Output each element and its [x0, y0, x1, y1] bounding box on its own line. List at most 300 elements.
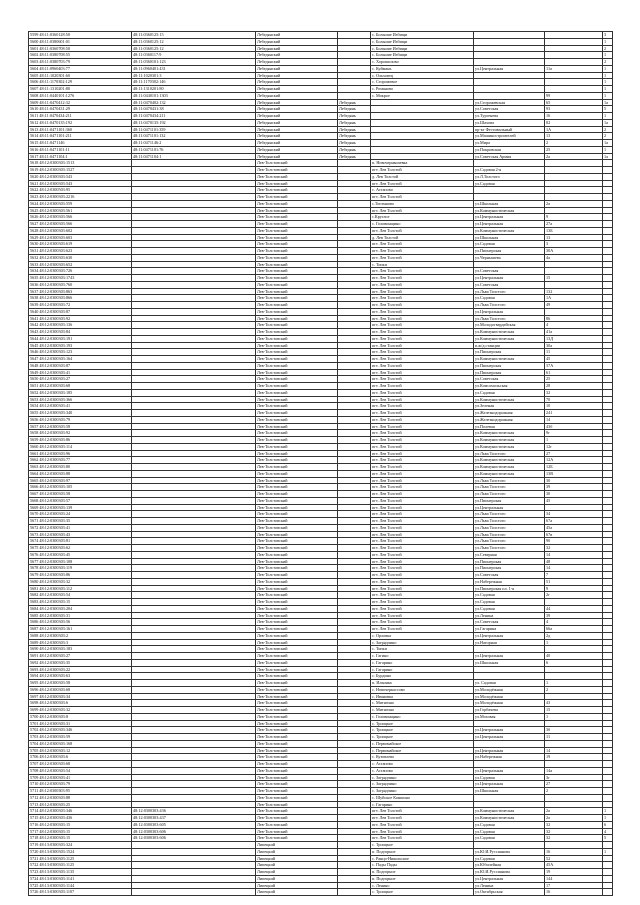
- flat-cell: 1: [603, 146, 613, 153]
- record-number-cadastral-cell: 5682 48:12:0300303:54: [29, 592, 132, 599]
- street-cell: ул.Центральная: [474, 275, 545, 282]
- settlement-cell: пгт. Лев Толстой: [371, 592, 474, 599]
- parent-cadastral-cell: [132, 376, 256, 383]
- district-cell: Липецкий: [256, 882, 338, 889]
- district-cell: Лев-Толстовский: [256, 254, 338, 261]
- district-cell: Липецкий: [256, 855, 338, 862]
- city-cell: [338, 889, 371, 896]
- flat-cell: 2: [603, 126, 613, 133]
- street-cell: ул.Коммунистическая: [474, 227, 545, 234]
- record-number-cadastral-cell: 5679 48:12:0300303:86: [29, 572, 132, 579]
- settlement-cell: с. Гагарино: [371, 659, 474, 666]
- district-cell: Лев-Толстовский: [256, 673, 338, 680]
- flat-cell: [603, 234, 613, 241]
- district-cell: Лев-Толстовский: [256, 362, 338, 369]
- street-cell: ул.Советская: [474, 281, 545, 288]
- record-number-cadastral-cell: 5703 48:12:0300303:59: [29, 734, 132, 741]
- house-cell: [545, 167, 603, 174]
- city-cell: [338, 396, 371, 403]
- house-cell: [545, 187, 603, 194]
- record-number-cadastral-cell: 5687 48:12:0300303:161: [29, 626, 132, 633]
- district-cell: Липецкий: [256, 842, 338, 849]
- parent-cadastral-cell: 48:11:0360125:12: [132, 45, 256, 52]
- district-cell: Липецкий: [256, 889, 338, 896]
- table-row: [29, 639, 613, 646]
- district-cell: Лев-Толстовский: [256, 734, 338, 741]
- district-cell: Лев-Толстовский: [256, 626, 338, 633]
- table-row: [29, 842, 613, 849]
- parent-cadastral-cell: [132, 707, 256, 714]
- settlement-cell: пгт. Лев Толстой: [371, 383, 474, 390]
- settlement-cell: пгт. Лев Толстой: [371, 410, 474, 417]
- table-row: [29, 875, 613, 882]
- city-cell: [338, 518, 371, 525]
- record-number-cadastral-cell: 5634 48:12:0300303:726: [29, 268, 132, 275]
- parent-cadastral-cell: [132, 511, 256, 518]
- flat-cell: 1: [603, 52, 613, 59]
- flat-cell: [603, 639, 613, 646]
- settlement-cell: [371, 113, 474, 120]
- city-cell: Лебедянь: [338, 99, 371, 106]
- city-cell: [338, 356, 371, 363]
- house-cell: 4: [545, 619, 603, 626]
- table-row: [29, 295, 613, 302]
- parent-cadastral-cell: [132, 437, 256, 444]
- table-row: [29, 153, 613, 160]
- table-row: [29, 666, 613, 673]
- flat-cell: [603, 484, 613, 491]
- flat-cell: 5: [603, 835, 613, 842]
- table-row: [29, 788, 613, 795]
- city-cell: [338, 720, 371, 727]
- table-row: [29, 828, 613, 835]
- flat-cell: [603, 612, 613, 619]
- flat-cell: 1а: [603, 153, 613, 160]
- street-cell: ул.Коммунистическая: [474, 356, 545, 363]
- parent-cadastral-cell: [132, 315, 256, 322]
- flat-cell: [603, 275, 613, 282]
- table-row: [29, 862, 613, 869]
- table-row: [29, 322, 613, 329]
- city-cell: [338, 173, 371, 180]
- parent-cadastral-cell: [132, 761, 256, 768]
- city-cell: [338, 349, 371, 356]
- flat-cell: 1: [603, 38, 613, 45]
- street-cell: ул.Пионерская пл. 1-я: [474, 585, 545, 592]
- street-cell: ул.Центральная: [474, 727, 545, 734]
- district-cell: Лев-Толстовский: [256, 632, 338, 639]
- city-cell: [338, 747, 371, 754]
- flat-cell: [603, 653, 613, 660]
- parent-cadastral-cell: [132, 275, 256, 282]
- district-cell: Лев-Толстовский: [256, 491, 338, 498]
- city-cell: [338, 835, 371, 842]
- city-cell: [338, 403, 371, 410]
- street-cell: ул.Коммунистическая: [474, 457, 545, 464]
- house-cell: 13Д: [545, 335, 603, 342]
- city-cell: [338, 707, 371, 714]
- record-number-cadastral-cell: 5632 48:12:0300303:630: [29, 254, 132, 261]
- house-cell: 32: [545, 828, 603, 835]
- parent-cadastral-cell: [132, 410, 256, 417]
- street-cell: ул.Коммунистическая: [474, 443, 545, 450]
- flat-cell: [603, 585, 613, 592]
- street-cell: ул.Центральная: [474, 734, 545, 741]
- district-cell: Лев-Толстовский: [256, 261, 338, 268]
- record-number-cadastral-cell: 5674 48:12:0300303:81: [29, 538, 132, 545]
- street-cell: [474, 740, 545, 747]
- district-cell: Лев-Толстовский: [256, 329, 338, 336]
- flat-cell: 1: [603, 92, 613, 99]
- house-cell: 9г: [545, 430, 603, 437]
- flat-cell: [603, 524, 613, 531]
- street-cell: ул.Сторожевская: [474, 99, 545, 106]
- street-cell: ул.Тургенева: [474, 113, 545, 120]
- parent-cadastral-cell: 48:11:0471146:2: [132, 140, 256, 147]
- street-cell: ул.Советская Армия: [474, 153, 545, 160]
- city-cell: [338, 281, 371, 288]
- district-cell: Лев-Толстовский: [256, 646, 338, 653]
- record-number-cadastral-cell: 5716 48:12:0300303:15: [29, 821, 132, 828]
- parent-cadastral-cell: 48:11:0471101:359: [132, 126, 256, 133]
- flat-cell: [603, 740, 613, 747]
- house-cell: 49: [545, 302, 603, 309]
- parent-cadastral-cell: [132, 295, 256, 302]
- flat-cell: [603, 700, 613, 707]
- parent-cadastral-cell: [132, 194, 256, 201]
- district-cell: Лев-Толстовский: [256, 727, 338, 734]
- record-number-cadastral-cell: 5712 48:12:0300303:88: [29, 794, 132, 801]
- record-number-cadastral-cell: 5600 48:11:0380601:01: [29, 38, 132, 45]
- record-number-cadastral-cell: 5723 48:13:0300303:1135: [29, 869, 132, 876]
- parent-cadastral-cell: [132, 362, 256, 369]
- table-row: [29, 889, 613, 896]
- table-row: [29, 65, 613, 72]
- house-cell: 3б: [545, 727, 603, 734]
- house-cell: 16: [545, 113, 603, 120]
- record-number-cadastral-cell: 5700 48:12:0300303:8: [29, 713, 132, 720]
- flat-cell: [603, 592, 613, 599]
- district-cell: Лев-Толстовский: [256, 747, 338, 754]
- street-cell: ул.Садовая 2-я: [474, 167, 545, 174]
- table-row: [29, 734, 613, 741]
- district-cell: Лев-Толстовский: [256, 308, 338, 315]
- city-cell: [338, 362, 371, 369]
- city-cell: [338, 227, 371, 234]
- city-cell: [338, 558, 371, 565]
- city-cell: [338, 572, 371, 579]
- district-cell: Лев-Толстовский: [256, 801, 338, 808]
- record-number-cadastral-cell: 5719 48:13:0300303:324: [29, 842, 132, 849]
- district-cell: Лев-Толстовский: [256, 707, 338, 714]
- parent-cadastral-cell: [132, 470, 256, 477]
- street-cell: ул.Садовая: [474, 241, 545, 248]
- table-row: [29, 673, 613, 680]
- house-cell: 2а: [545, 808, 603, 815]
- settlement-cell: пгт. Лев Толстой: [371, 288, 474, 295]
- table-row: [29, 59, 613, 66]
- city-cell: [338, 727, 371, 734]
- city-cell: [338, 774, 371, 781]
- district-cell: Лев-Толстовский: [256, 477, 338, 484]
- district-cell: Лебедянский: [256, 146, 338, 153]
- district-cell: Лев-Толстовский: [256, 173, 338, 180]
- street-cell: ул.Центральная: [474, 653, 545, 660]
- district-cell: Лебедянский: [256, 113, 338, 120]
- street-cell: ул.Коммунистическая: [474, 430, 545, 437]
- street-cell: ул.Ю.И.Руссиянова: [474, 848, 545, 855]
- street-cell: ул.Зеленая: [474, 403, 545, 410]
- record-number-cadastral-cell: 5650 48:12:0300303:27: [29, 376, 132, 383]
- table-row: [29, 268, 613, 275]
- street-cell: ул.Северная: [474, 551, 545, 558]
- settlement-cell: пгт. Лев Толстой: [371, 828, 474, 835]
- district-cell: Лебедянский: [256, 119, 338, 126]
- parent-cadastral-cell: [132, 167, 256, 174]
- record-number-cadastral-cell: 5623 48:12:0300303:2216: [29, 194, 132, 201]
- house-cell: 9: [545, 214, 603, 221]
- flat-cell: [603, 774, 613, 781]
- parent-cadastral-cell: [132, 740, 256, 747]
- settlement-cell: пгт. Лев Толстой: [371, 315, 474, 322]
- settlement-cell: пгт. Лев Толстой: [371, 457, 474, 464]
- district-cell: Лев-Толстовский: [256, 612, 338, 619]
- settlement-cell: пгт. Лев Толстой: [371, 518, 474, 525]
- city-cell: [338, 295, 371, 302]
- city-cell: [338, 322, 371, 329]
- record-number-cadastral-cell: 5616 48:11:0471101:11: [29, 146, 132, 153]
- parent-cadastral-cell: [132, 173, 256, 180]
- settlement-cell: пгт. Лев Толстой: [371, 477, 474, 484]
- parent-cadastral-cell: [132, 281, 256, 288]
- district-cell: Лев-Толстовский: [256, 457, 338, 464]
- parent-cadastral-cell: [132, 443, 256, 450]
- parent-cadastral-cell: [132, 200, 256, 207]
- record-number-cadastral-cell: 5648 48:12:0300303:87: [29, 362, 132, 369]
- district-cell: Лев-Толстовский: [256, 227, 338, 234]
- flat-cell: [603, 889, 613, 896]
- parent-cadastral-cell: [132, 450, 256, 457]
- house-cell: 39: [545, 612, 603, 619]
- flat-cell: [603, 538, 613, 545]
- table-row: [29, 32, 613, 39]
- table-row: [29, 572, 613, 579]
- parent-cadastral-cell: [132, 713, 256, 720]
- street-cell: ул.Пионерская: [474, 558, 545, 565]
- parent-cadastral-cell: [132, 531, 256, 538]
- district-cell: Лев-Толстовский: [256, 342, 338, 349]
- record-number-cadastral-cell: 5681 48:12:0300303:112: [29, 585, 132, 592]
- district-cell: Лев-Толстовский: [256, 531, 338, 538]
- record-number-cadastral-cell: 5695 48:12:0300303:58: [29, 680, 132, 687]
- city-cell: [338, 828, 371, 835]
- city-cell: [338, 194, 371, 201]
- city-cell: [338, 848, 371, 855]
- settlement-cell: с. Топки: [371, 261, 474, 268]
- record-number-cadastral-cell: 5689 48:12:0300303:3: [29, 639, 132, 646]
- house-cell: 241: [545, 410, 603, 417]
- parent-cadastral-cell: [132, 842, 256, 849]
- city-cell: [338, 410, 371, 417]
- settlement-cell: пгт. Лев Толстой: [371, 430, 474, 437]
- district-cell: Лебедянский: [256, 38, 338, 45]
- record-number-cadastral-cell: 5605 48:11:1020301:60: [29, 72, 132, 79]
- record-number-cadastral-cell: 5710 48:12:0300303:79: [29, 781, 132, 788]
- flat-cell: [603, 356, 613, 363]
- flat-cell: [603, 470, 613, 477]
- house-cell: 2а: [545, 200, 603, 207]
- flat-cell: [603, 221, 613, 228]
- city-cell: [338, 788, 371, 795]
- street-cell: ул.Пионерская: [474, 565, 545, 572]
- flat-cell: [603, 437, 613, 444]
- table-row: [29, 626, 613, 633]
- table-row: [29, 794, 613, 801]
- parent-cadastral-cell: 48:11:0471101:132: [132, 133, 256, 140]
- house-cell: 3: [545, 241, 603, 248]
- record-number-cadastral-cell: 5621 48:12:0300303:543: [29, 180, 132, 187]
- record-number-cadastral-cell: 5659 48:12:0300303:86: [29, 437, 132, 444]
- street-cell: ул.Льва Толстого: [474, 524, 545, 531]
- house-cell: 13В: [545, 470, 603, 477]
- table-row: [29, 497, 613, 504]
- city-cell: [338, 288, 371, 295]
- flat-cell: [603, 403, 613, 410]
- settlement-cell: пгт. Лев Толстой: [371, 808, 474, 815]
- record-number-cadastral-cell: 5641 48:12:0300303:92: [29, 315, 132, 322]
- district-cell: Лев-Толстовский: [256, 794, 338, 801]
- settlement-cell: с. Головинщино: [371, 221, 474, 228]
- flat-cell: [603, 862, 613, 869]
- street-cell: ул.Льва Толстого: [474, 511, 545, 518]
- city-cell: [338, 653, 371, 660]
- street-cell: ул.Центральная: [474, 632, 545, 639]
- flat-cell: [603, 504, 613, 511]
- district-cell: Лев-Толстовский: [256, 754, 338, 761]
- house-cell: 93: [545, 106, 603, 113]
- settlement-cell: пгт. Лев Толстой: [371, 572, 474, 579]
- settlement-cell: пгт. Лев Толстой: [371, 578, 474, 585]
- street-cell: [474, 79, 545, 86]
- record-number-cadastral-cell: 5627 48:12:0300303:566: [29, 221, 132, 228]
- house-cell: [545, 173, 603, 180]
- district-cell: Лев-Толстовский: [256, 653, 338, 660]
- table-row: [29, 761, 613, 768]
- flat-cell: [603, 464, 613, 471]
- district-cell: Липецкий: [256, 862, 338, 869]
- street-cell: [474, 646, 545, 653]
- settlement-cell: пгт. Лев Толстой: [371, 416, 474, 423]
- house-cell: 9: [545, 585, 603, 592]
- house-cell: 45А: [545, 862, 603, 869]
- parent-cadastral-cell: 48:11:0470434:211: [132, 113, 256, 120]
- flat-cell: [603, 545, 613, 552]
- district-cell: Лебедянский: [256, 52, 338, 59]
- parent-cadastral-cell: [132, 342, 256, 349]
- settlement-cell: пгт. Лев Толстой: [371, 403, 474, 410]
- street-cell: ул.Советская: [474, 376, 545, 383]
- parent-cadastral-cell: [132, 781, 256, 788]
- city-cell: [338, 578, 371, 585]
- table-row: [29, 430, 613, 437]
- record-number-cadastral-cell: 5640 48:12:0300303:87: [29, 308, 132, 315]
- record-number-cadastral-cell: 5721 48:13:0300303:1125: [29, 855, 132, 862]
- parent-cadastral-cell: [132, 626, 256, 633]
- record-number-cadastral-cell: 5680 48:12:0300303:32: [29, 578, 132, 585]
- flat-cell: [603, 416, 613, 423]
- street-cell: ул.Льва Толстого: [474, 538, 545, 545]
- flat-cell: [603, 619, 613, 626]
- city-cell: [338, 491, 371, 498]
- table-row: [29, 133, 613, 140]
- street-cell: ул.Садовая: [474, 774, 545, 781]
- table-row: [29, 308, 613, 315]
- house-cell: [545, 666, 603, 673]
- flat-cell: [603, 781, 613, 788]
- table-row: [29, 653, 613, 660]
- record-number-cadastral-cell: 5702 48:12:0300303:346: [29, 727, 132, 734]
- flat-cell: [603, 200, 613, 207]
- district-cell: Лев-Толстовский: [256, 659, 338, 666]
- city-cell: [338, 59, 371, 66]
- parent-cadastral-cell: [132, 592, 256, 599]
- street-cell: ул.Молодёжная: [474, 686, 545, 693]
- settlement-cell: пгт. Лев Толстой: [371, 369, 474, 376]
- district-cell: Лев-Толстовский: [256, 484, 338, 491]
- record-number-cadastral-cell: 5665 48:12:0300303:97: [29, 477, 132, 484]
- district-cell: Лев-Толстовский: [256, 524, 338, 531]
- table-row: [29, 545, 613, 552]
- house-cell: [545, 194, 603, 201]
- street-cell: ул.Садовая: [474, 180, 545, 187]
- flat-cell: 1: [603, 79, 613, 86]
- house-cell: 12г: [545, 443, 603, 450]
- street-cell: ул.Машиностроителей: [474, 133, 545, 140]
- city-cell: [338, 673, 371, 680]
- district-cell: Лев-Толстовский: [256, 281, 338, 288]
- street-cell: ул.Ю.И.Руссиянова: [474, 869, 545, 876]
- street-cell: ул.Льва Толстого: [474, 450, 545, 457]
- flat-cell: 1: [603, 65, 613, 72]
- table-row: [29, 79, 613, 86]
- flat-cell: 3: [603, 32, 613, 39]
- district-cell: Лебедянский: [256, 153, 338, 160]
- record-number-cadastral-cell: 5660 48:12:0300303:114: [29, 443, 132, 450]
- flat-cell: [603, 430, 613, 437]
- record-number-cadastral-cell: 5611 48:11:0470434:211: [29, 113, 132, 120]
- house-cell: [545, 740, 603, 747]
- flat-cell: [603, 666, 613, 673]
- parent-cadastral-cell: [132, 322, 256, 329]
- city-cell: [338, 457, 371, 464]
- settlement-cell: с. Орловка: [371, 632, 474, 639]
- city-cell: [338, 79, 371, 86]
- house-cell: [545, 207, 603, 214]
- district-cell: Лев-Толстовский: [256, 315, 338, 322]
- table-row: [29, 281, 613, 288]
- street-cell: ул.Садовая: [474, 605, 545, 612]
- parent-cadastral-cell: [132, 545, 256, 552]
- table-row: [29, 227, 613, 234]
- settlement-cell: пгт. Лев Толстой: [371, 194, 474, 201]
- street-cell: [474, 32, 545, 39]
- parent-cadastral-cell: [132, 862, 256, 869]
- settlement-cell: п. Подгорное: [371, 875, 474, 882]
- settlement-cell: пгт. Лев Толстой: [371, 376, 474, 383]
- city-cell: Лебедянь: [338, 113, 371, 120]
- record-number-cadastral-cell: 5601 48:11:0360708:50: [29, 45, 132, 52]
- city-cell: [338, 376, 371, 383]
